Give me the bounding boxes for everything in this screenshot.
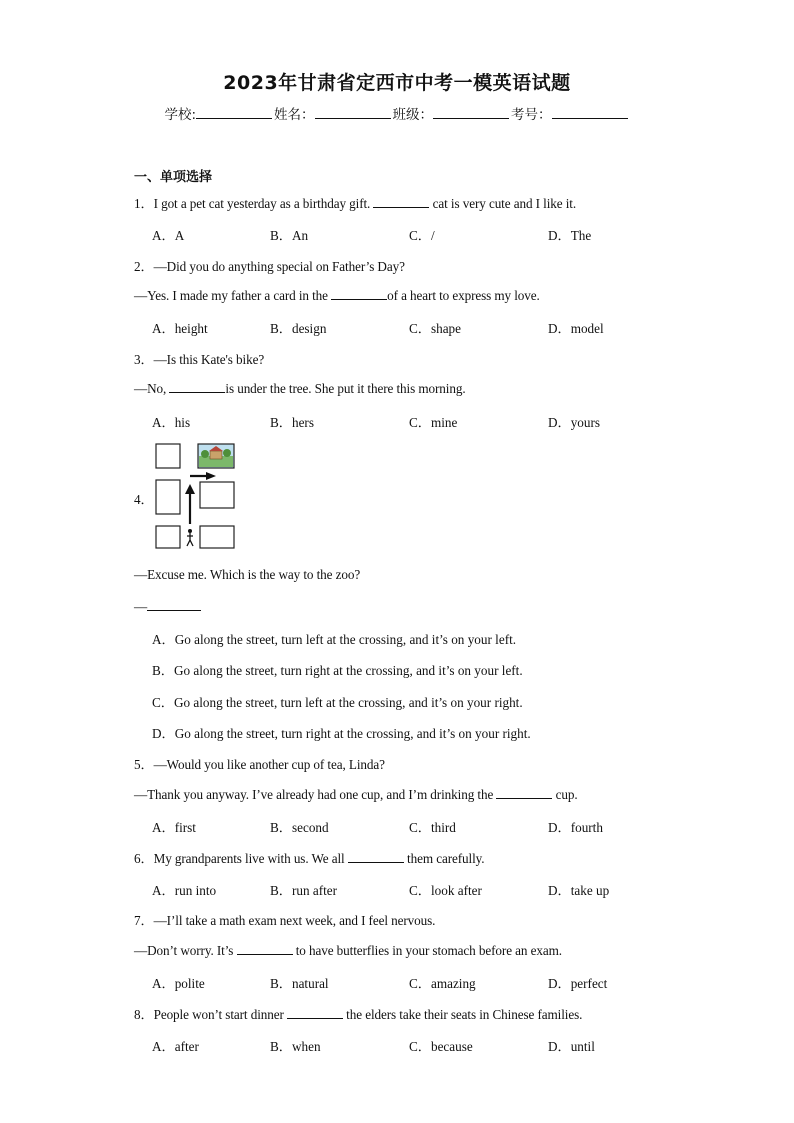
question-1: [134, 193, 576, 212]
q3-option-a[interactable]: A．his: [152, 415, 191, 430]
question-5-line2: [134, 786, 578, 803]
q4-option-b[interactable]: B．Go along the street, turn right at the crossing, and it’s on your left.: [152, 663, 523, 678]
q6-option-a[interactable]: A．run into: [152, 883, 217, 898]
q1-option-a[interactable]: A．A: [152, 228, 185, 243]
zoo-tree: [201, 450, 209, 458]
map-block: [156, 444, 180, 468]
q8-text-after: the elders take their seats in Chinese families.: [342, 1007, 583, 1022]
q8-option-d[interactable]: D．until: [548, 1039, 595, 1054]
question-3-line1: 3．—Is this Kate's bike?: [134, 352, 265, 367]
q5-option-a[interactable]: A．first: [152, 820, 196, 835]
right-arrow-head-icon: [206, 472, 216, 480]
q7-blank: [237, 942, 293, 955]
school-label: 学校:: [164, 107, 197, 123]
question-8: [134, 1004, 582, 1023]
q5-blank: [496, 786, 552, 799]
q6-option-c[interactable]: C．look after: [409, 883, 482, 898]
question-2-line2: [134, 287, 540, 304]
q8-option-a[interactable]: A．after: [152, 1039, 199, 1054]
q4-option-a[interactable]: A．Go along the street, turn left at the crossing, and it’s on your left.: [152, 632, 517, 647]
number-label: 考号：: [511, 107, 552, 123]
q4-dash: —: [134, 599, 148, 614]
person-body-icon: [187, 533, 193, 546]
class-label: 班级：: [392, 107, 434, 123]
q6-blank: [348, 850, 404, 863]
map-block: [156, 526, 180, 548]
q1-text-before: 1．I got a pet cat yesterday as a birthday gift.: [134, 196, 374, 211]
person-icon: [188, 529, 192, 533]
q7-text-after: to have butterflies in your stomach before an exam.: [292, 943, 562, 958]
school-field[interactable]: [196, 105, 272, 119]
q1-blank: [373, 195, 429, 208]
q4-blank: [147, 598, 201, 611]
question-5-line1: 5．—Would you like another cup of tea, Linda?: [134, 757, 385, 772]
q2-blank: [331, 287, 387, 300]
q8-option-b[interactable]: B．when: [270, 1039, 321, 1054]
q3-blank: [169, 380, 225, 393]
q8-text-before: 8．People won’t start dinner: [134, 1007, 287, 1022]
name-label: 姓名：: [274, 107, 315, 123]
q4-option-d[interactable]: D．Go along the street, turn right at the crossing, and it’s on your right.: [152, 726, 531, 741]
q8-blank: [287, 1006, 343, 1019]
zoo-tree: [223, 449, 231, 457]
zoo-building: [210, 451, 222, 459]
map-block: [156, 480, 180, 514]
q3-option-b[interactable]: B．hers: [270, 415, 314, 430]
q2-text-after: of a heart to express my love.: [387, 288, 540, 303]
section-heading: 一、单项选择: [134, 170, 213, 185]
q1-option-c[interactable]: C．/: [409, 228, 435, 243]
q3-option-c[interactable]: C．mine: [409, 415, 458, 430]
q6-text-after: them carefully.: [403, 851, 485, 866]
number-field[interactable]: [552, 105, 628, 119]
q1-option-d[interactable]: D．The: [548, 228, 592, 243]
q7-option-b[interactable]: B．natural: [270, 976, 329, 991]
q5-option-b[interactable]: B．second: [270, 820, 329, 835]
up-arrow-head-icon: [185, 484, 195, 494]
q5-text-after: cup.: [552, 787, 578, 802]
q5-option-c[interactable]: C．third: [409, 820, 456, 835]
q2-option-a[interactable]: A．height: [152, 321, 208, 336]
q3-text-before: —No,: [134, 381, 170, 396]
question-4-number: 4．: [134, 492, 154, 507]
page-title: 2023年甘肃省定西市中考一模英语试题: [223, 72, 571, 94]
q5-option-d[interactable]: D．fourth: [548, 820, 603, 835]
q1-option-b[interactable]: B．An: [270, 228, 309, 243]
question-4-line2: [134, 598, 201, 615]
student-info-row: [0, 103, 794, 123]
q7-text-before: —Don’t worry. It’s: [134, 943, 237, 958]
question-7-line1: 7．—I’ll take a math exam next week, and I feel nervous.: [134, 913, 436, 928]
q7-option-a[interactable]: A．polite: [152, 976, 205, 991]
q8-option-c[interactable]: C．because: [409, 1039, 473, 1054]
question-4-line1: —Excuse me. Which is the way to the zoo?: [134, 567, 361, 582]
q5-text-before: —Thank you anyway. I’ve already had one cup, and I’m drinking the: [134, 787, 497, 802]
question-6: [134, 848, 485, 867]
map-block: [200, 526, 234, 548]
q7-option-c[interactable]: C．amazing: [409, 976, 476, 991]
question-7-line2: [134, 942, 562, 959]
q2-text-before: —Yes. I made my father a card in the: [134, 288, 332, 303]
q6-option-d[interactable]: D．take up: [548, 883, 610, 898]
q1-text-after: cat is very cute and I like it.: [429, 196, 577, 211]
q3-text-after: is under the tree. She put it there this morning.: [225, 381, 466, 396]
q2-option-b[interactable]: B．design: [270, 321, 327, 336]
street-map-image: [154, 442, 236, 550]
q2-option-d[interactable]: D．model: [548, 321, 604, 336]
q2-option-c[interactable]: C．shape: [409, 321, 462, 336]
class-field[interactable]: [433, 105, 509, 119]
map-block: [200, 482, 234, 508]
q7-option-d[interactable]: D．perfect: [548, 976, 608, 991]
q3-option-d[interactable]: D．yours: [548, 415, 601, 430]
q4-option-c[interactable]: C．Go along the street, turn left at the crossing, and it’s on your right.: [152, 695, 523, 710]
question-2-line1: 2．—Did you do anything special on Father’s Day?: [134, 259, 405, 274]
q6-text-before: 6．My grandparents live with us. We all: [134, 851, 348, 866]
q6-option-b[interactable]: B．run after: [270, 883, 338, 898]
name-field[interactable]: [315, 105, 391, 119]
question-3-line2: [134, 380, 466, 397]
